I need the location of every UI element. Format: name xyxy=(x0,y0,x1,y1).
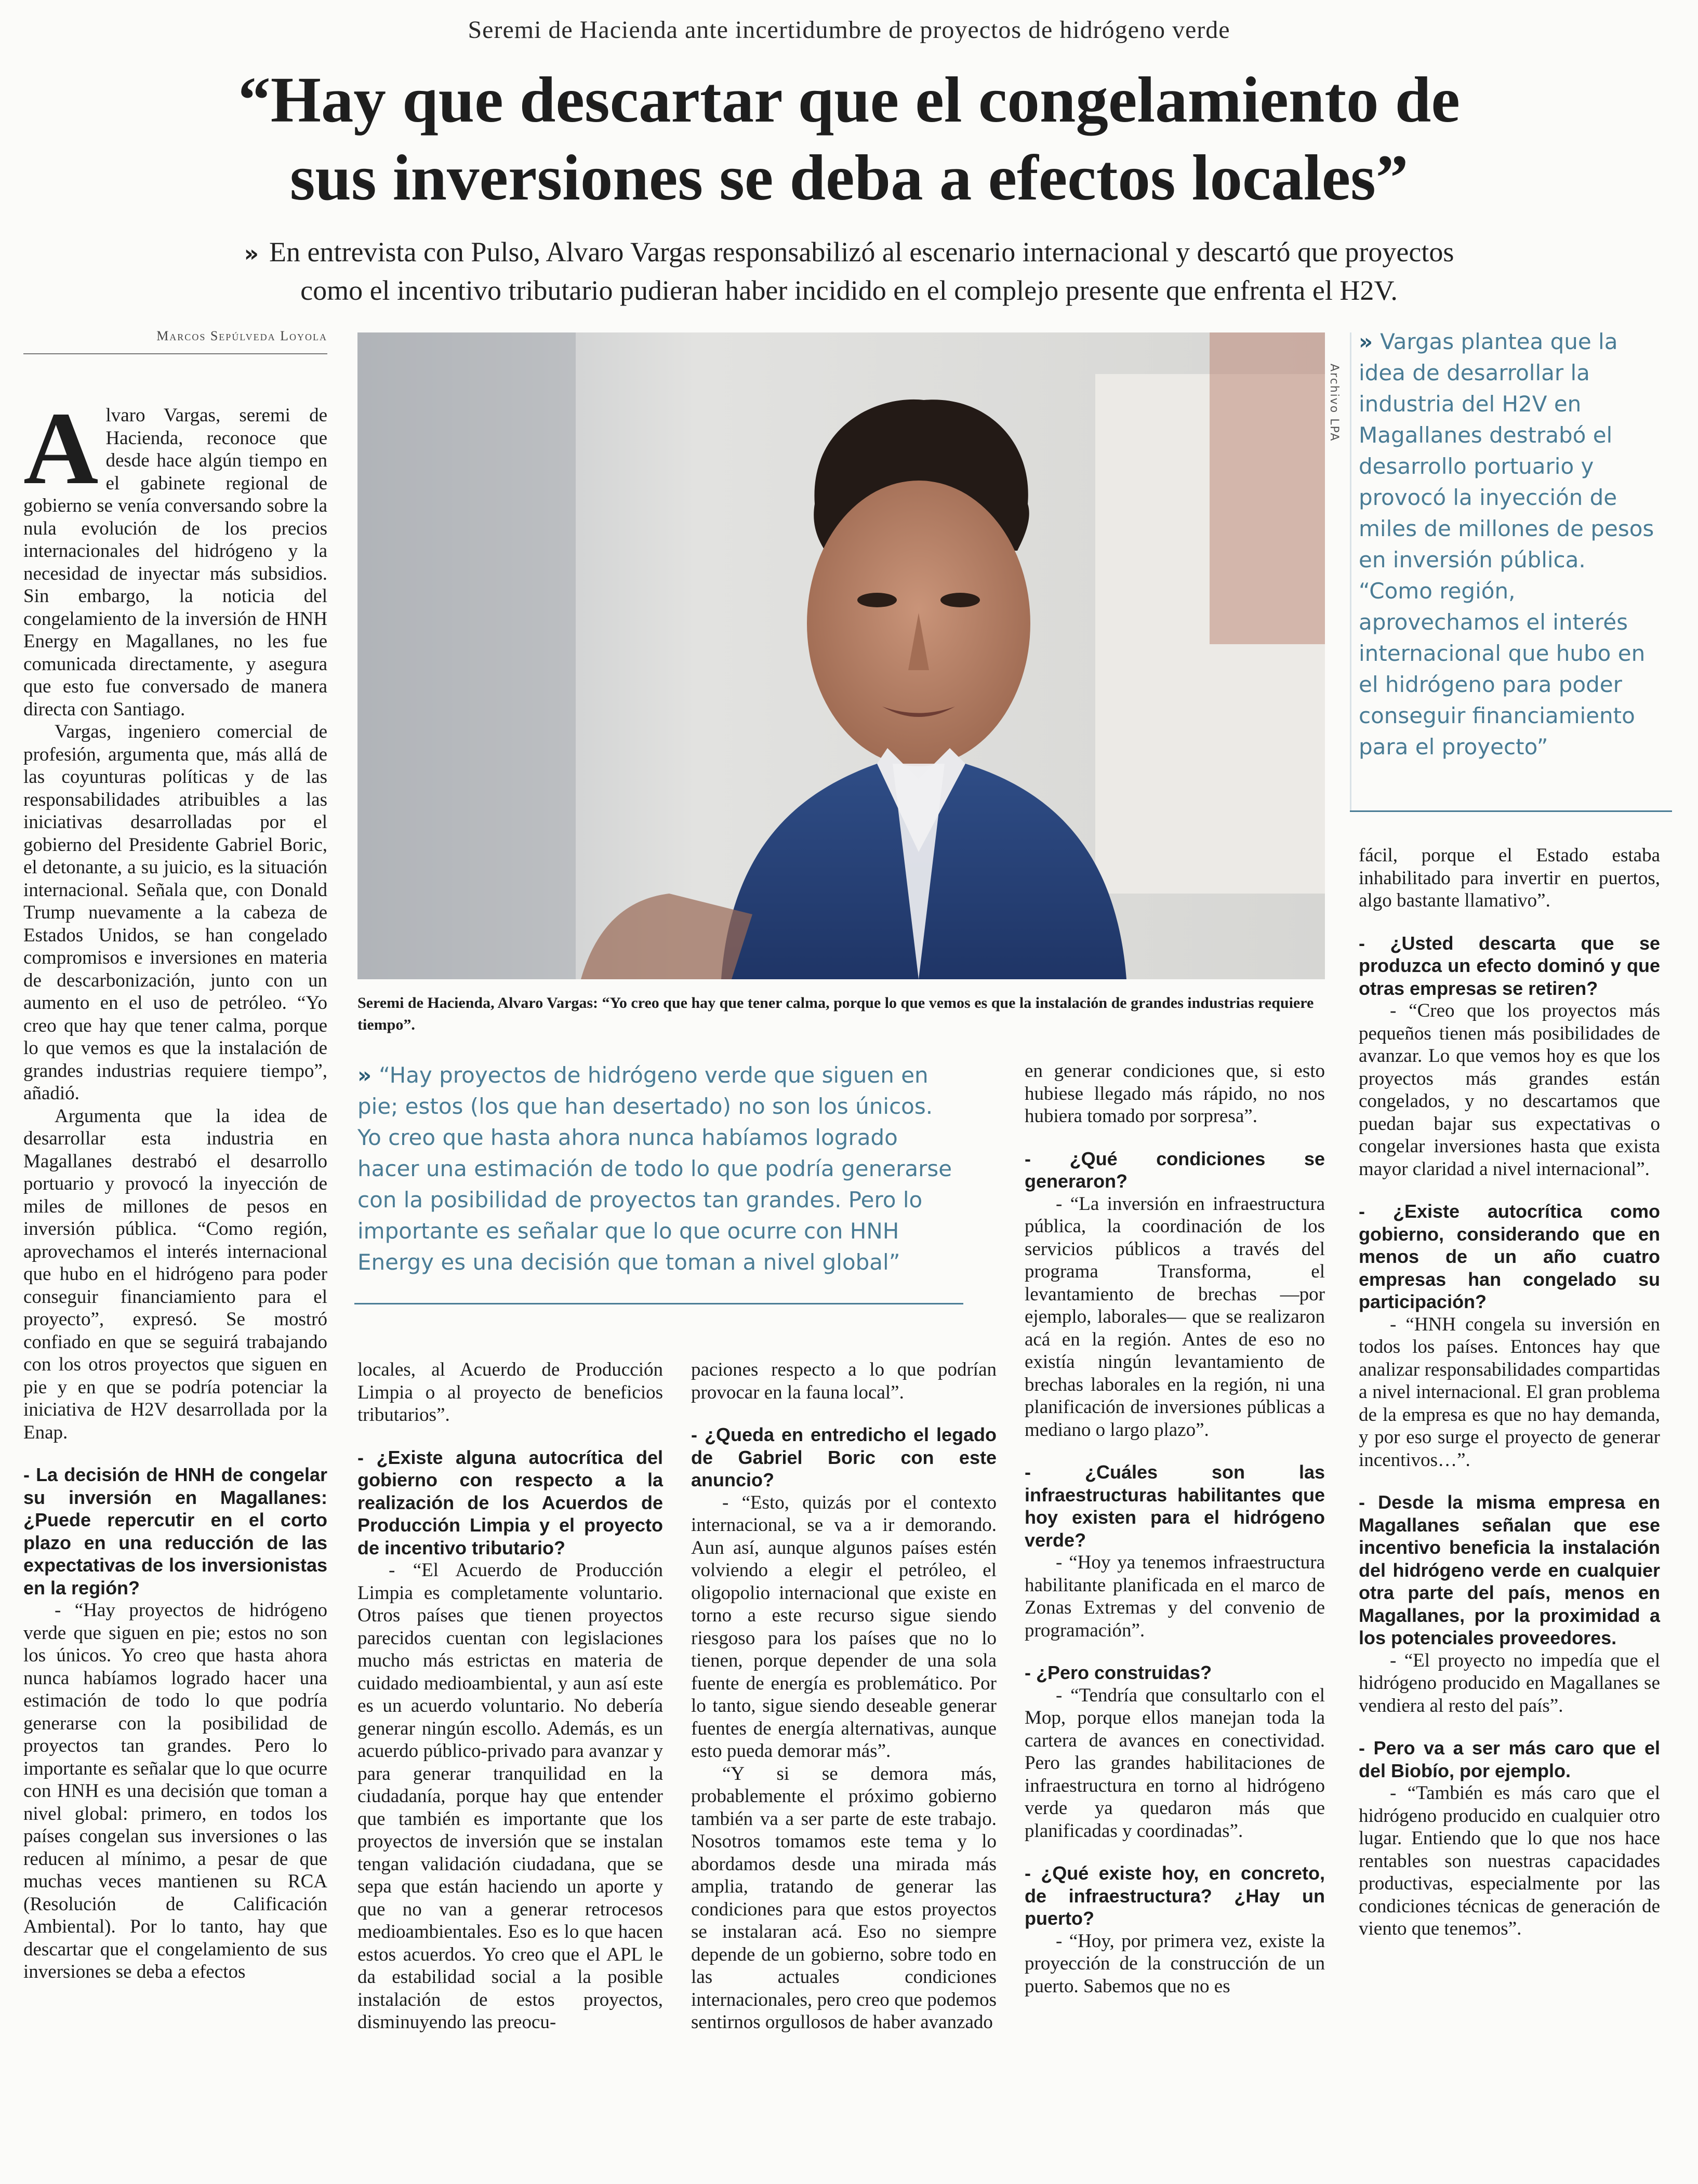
interview-question: - ¿Qué condiciones se generaron? xyxy=(1025,1148,1325,1192)
interview-question: - La decisión de HNH de congelar su inversión en Magallanes: ¿Puede repercutir en el corto plazo en una reducción de las expectativas de los inversionistas en la región? xyxy=(23,1464,327,1599)
interview-question: - ¿Qué existe hoy, en concreto, de infraestructura? ¿Hay un puerto? xyxy=(1025,1862,1325,1929)
article-paragraph: en generar condiciones que, si esto hubiese llegado más rápido, no nos hubiera tomado por sorpresa”. xyxy=(1025,1060,1325,1127)
interview-answer: - “Hoy ya tenemos infraestructura habilitante planificada en el marco de Zonas Extremas y del convenio de programación”. xyxy=(1025,1552,1325,1641)
interview-question: - ¿Existe autocrítica como gobierno, considerando que en menos de un año cuatro empresas han congelado su participación? xyxy=(1359,1201,1660,1312)
interview-answer: - “También es más caro que el hidrógeno producido en cualquier otro lugar. Entiendo que lo que nos hace rentables son nuestras capacidades productivas, especialmente por las condiciones técnicas de generación de viento que tenemos”. xyxy=(1359,1782,1660,1939)
pullquote-chevron-icon: » xyxy=(357,1062,372,1088)
portrait-photo xyxy=(357,332,1325,979)
interview-question: - ¿Existe alguna autocrítica del gobierno con respecto a la realización de los Acuerdos de Producción Limpia y el proyecto de incentivo tributario? xyxy=(357,1446,663,1559)
article-column-4 xyxy=(1025,1060,1325,1997)
article-column-5 xyxy=(1359,844,1660,1940)
article-column-3 xyxy=(691,1359,997,2034)
interview-question: - ¿Cuáles son las infraestructuras habilitantes que hoy existen para el hidrógeno verde? xyxy=(1025,1461,1325,1551)
article-column-2 xyxy=(357,1359,663,2034)
pullquote-chevron-icon: » xyxy=(1359,329,1373,354)
headline-line-2: sus inversiones se deba a efectos locales” xyxy=(289,142,1409,214)
kicker: Seremi de Hacienda ante incertidumbre de proyectos de hidrógeno verde xyxy=(468,16,1230,44)
pullquote-top-rule xyxy=(1350,810,1672,812)
interview-answer: - “Hoy, por primera vez, existe la proyección de la construcción de un puerto. Sabemos que no es xyxy=(1025,1930,1325,1997)
interview-answer: - “Tendría que consultarlo con el Mop, porque ellos manejan toda la cartera de avances en conectividad. Pero las grandes habilitaciones de infraestructura en torno al hidrógeno verde ya quedaron más que planificadas y coordinadas”. xyxy=(1025,1684,1325,1842)
portrait-illustration xyxy=(357,332,1325,979)
byline-rule xyxy=(23,353,327,354)
article-paragraph: fácil, porque el Estado estaba inhabilitado para invertir en puertos, algo bastante llamativo”. xyxy=(1359,845,1660,911)
article-paragraph: locales, al Acuerdo de Producción Limpia o al proyecto de beneficios tributarios”. xyxy=(357,1359,663,1426)
interview-answer: - “Esto, quizás por el contexto internacional, se va a ir demorando. Aun así, aunque algunos países estén volviendo a elegir el petróleo, el oligopolio internacional que existe en torno a este recurso sigue siendo riesgoso para los países que no lo tienen, porque depender de una sola fuente de energía es problemático. Por lo tanto, sigue siendo deseable generar fuentes de energía alternativas, aunque esto pueda demorar más”. xyxy=(691,1491,997,1762)
interview-question: - ¿Queda en entredicho el legado de Gabriel Boric con este anuncio? xyxy=(691,1424,997,1490)
photo-credit: Archivo LPA xyxy=(1328,364,1341,442)
article-column-1 xyxy=(23,391,327,1983)
interview-answer: - “Hay proyectos de hidrógeno verde que siguen en pie; estos no son los únicos. Yo creo que hasta ahora nunca habíamos logrado hacer una estimación de todo lo que podría generarse con la posibilidad de proyectos tan grandes. Pero lo importante es señalar que lo que ocurre con HNH es una decisión que toman a nivel global: primero, en todos los países congelan sus inversiones o las reducen al mínimo, a pesar de que muchas veces mantienen su RCA (Resolución de Calificación Ambiental). Por lo tanto, hay que descartar que el congelamiento de sus inversiones se deba a efectos xyxy=(23,1600,327,1982)
dropcap: A xyxy=(23,391,99,506)
interview-question: - Pero va a ser más caro que el del Biobío, por ejemplo. xyxy=(1359,1737,1660,1781)
interview-answer: - “Creo que los proyectos más pequeños tienen más posibilidades de avanzar. Lo que vemos hoy es que los proyectos más grandes están congelados, y no descartamos que puedan bajar sus expectativas o congelar inversiones hasta que exista mayor claridad a nivel internacional”. xyxy=(1359,1000,1660,1180)
interview-answer: - “El proyecto no impedía que el hidrógeno producido en Magallanes se vendiera al resto del país”. xyxy=(1359,1649,1660,1716)
interview-answer: - “HNH congela su inversión en todos los países. Entonces hay que analizar responsabilidades compartidas a nivel internacional. El gran problema de la empresa es que no hay demanda, y por eso surge el proyecto de generar incentivos…”. xyxy=(1359,1313,1660,1471)
photo-caption: Seremi de Hacienda, Alvaro Vargas: “Yo creo que hay que tener calma, porque lo que vemos es que la instalación de grandes industrias requiere tiempo”. xyxy=(357,994,1314,1033)
pullquote-top-text: Vargas plantea que la idea de desarrollar la industria del H2V en Magallanes destrabó el desarrollo portuario y provocó la inyección de miles de millones de pesos en inversión pública. “Como región, aprovechamos el interés internacional que hubo en el hidrógeno para poder conseguir financiamiento para el proyecto” xyxy=(1359,329,1654,760)
interview-answer: “Y si se demora más, probablemente el próximo gobierno también va a ser parte de este trabajo. Nosotros tomamos este tema y lo abordamos desde una mirada más amplia, tratando de generar las condiciones para que estos proyectos se instalaran acá. Eso no siempre depende de un gobierno, sobre todo en las actuales condiciones internacionales, pero creo que podemos sentirnos orgullosos de haber avanzado xyxy=(691,1763,997,2033)
article-paragraph: Vargas, ingeniero comercial de profesión, argumenta que, más allá de las coyunturas políticas y de las responsabilidades atribuibles a las iniciativas desarrolladas por el gobierno del Presidente Gabriel Boric, el detonante, a su juicio, es la situación internacional. Señala que, con Donald Trump nuevamente a la cabeza de Estados Unidos, se han congelado compromisos e inversiones en materia de descarbonización, junto con un aumento en el uso de petróleo. “Yo creo que hay que tener calma, porque lo que vemos es que la instalación de grandes industrias requiere tiempo”, añadió. xyxy=(23,721,327,1104)
article-paragraph: Argumenta que la idea de desarrollar esta industria en Magallanes destrabó el desarrollo portuario y provocó la inyección de miles de millones de pesos en inversión pública. “Como región, aprovechamos el interés internacional que hubo en el hidrógeno para poder conseguir financiamiento para el proyecto”, expresó. Se mostró confiado en que se seguirá trabajando con los otros proyectos que siguen en pie y en que se podría potenciar la iniciativa de H2V desarrollada por la Enap. xyxy=(23,1105,327,1443)
article-paragraph: Alvaro Vargas, seremi de Hacienda, reconoce que desde hace algún tiempo en el gabinete regional de gobierno se venía conversando sobre la nula evolución de los precios internacionales del hidrógeno y la necesidad de inyectar más subsidios. Sin embargo, la noticia del congelamiento de la inversión de HNH Energy en Magallanes, no les fue comunicada directamente, y asegura que esto fue conversado de manera directa con Santiago. xyxy=(23,391,327,720)
article-paragraph: paciones respecto a lo que podrían provocar en la fauna local”. xyxy=(691,1359,997,1403)
deck-line-1: En entrevista con Pulso, Alvaro Vargas responsabilizó al escenario internacional y descartó que proyectos xyxy=(269,236,1454,268)
pullquote-top xyxy=(1359,326,1660,763)
interview-answer: - “La inversión en infraestructura pública, la coordinación de los servicios públicos a través del programa Transforma, el levantamiento de brechas —por ejemplo, laborales— que se realizaron acá en la región. Antes de eso no existía ningún levantamiento de brechas laborales en la región, ni una planificación de inversiones públicas a mediano o largo plazo”. xyxy=(1025,1193,1325,1441)
pullquote-mid-text: “Hay proyectos de hidrógeno verde que siguen en pie; estos (los que han desertado) no son los únicos. Yo creo que hasta ahora nunca habíamos logrado hacer una estimación de todo lo que podría generarse con la posibilidad de proyectos tan grandes. Pero lo importante es señalar que lo que ocurre con HNH Energy es una decisión que toman a nivel global” xyxy=(357,1062,952,1275)
pullquote-side-rule xyxy=(1350,332,1351,810)
deck-line-2: como el incentivo tributario pudieran haber incidido en el complejo presente que enfrenta el H2V. xyxy=(300,275,1398,306)
interview-question: - ¿Pero construidas? xyxy=(1025,1662,1212,1683)
pullquote-mid-rule xyxy=(354,1303,963,1304)
interview-answer: - “El Acuerdo de Producción Limpia es completamente voluntario. Otros países que tienen proyectos parecidos cuentan con legislaciones mucho más estrictas en materia de cuidado medioambiental, y aun así este es un acuerdo voluntario. No debería generar ningún escollo. Además, es un acuerdo público-privado para avanzar y para generar tranquilidad en la ciudadanía, porque hay que entender que también es importante que los proyectos de inversión que se instalan tengan validación ciudadana, que se sepa que están haciendo un aporte y que no van a generar retrocesos medioambientales. Eso es lo que hacen estos acuerdos. Yo creo que el APL le da estabilidad social a la posible instalación de estos proyectos, disminuyendo las preocu- xyxy=(357,1560,663,2033)
interview-question: - ¿Usted descarta que se produzca un efecto dominó y que otras empresas se retiren? xyxy=(1359,932,1660,999)
headline xyxy=(62,61,1636,217)
interview-question: - Desde la misma empresa en Magallanes señalan que ese incentivo beneficia la instalación del hidrógeno verde en cualquier otra parte del país, menos en Magallanes, por la proximidad a los potenciales proveedores. xyxy=(1359,1491,1660,1648)
byline: Marcos Sepúlveda Loyola xyxy=(156,328,327,343)
deck xyxy=(156,234,1542,309)
pullquote-mid xyxy=(357,1060,954,1278)
deck-chevron-icon: » xyxy=(244,241,259,267)
headline-line-1: “Hay que descartar que el congelamiento de xyxy=(238,64,1460,136)
